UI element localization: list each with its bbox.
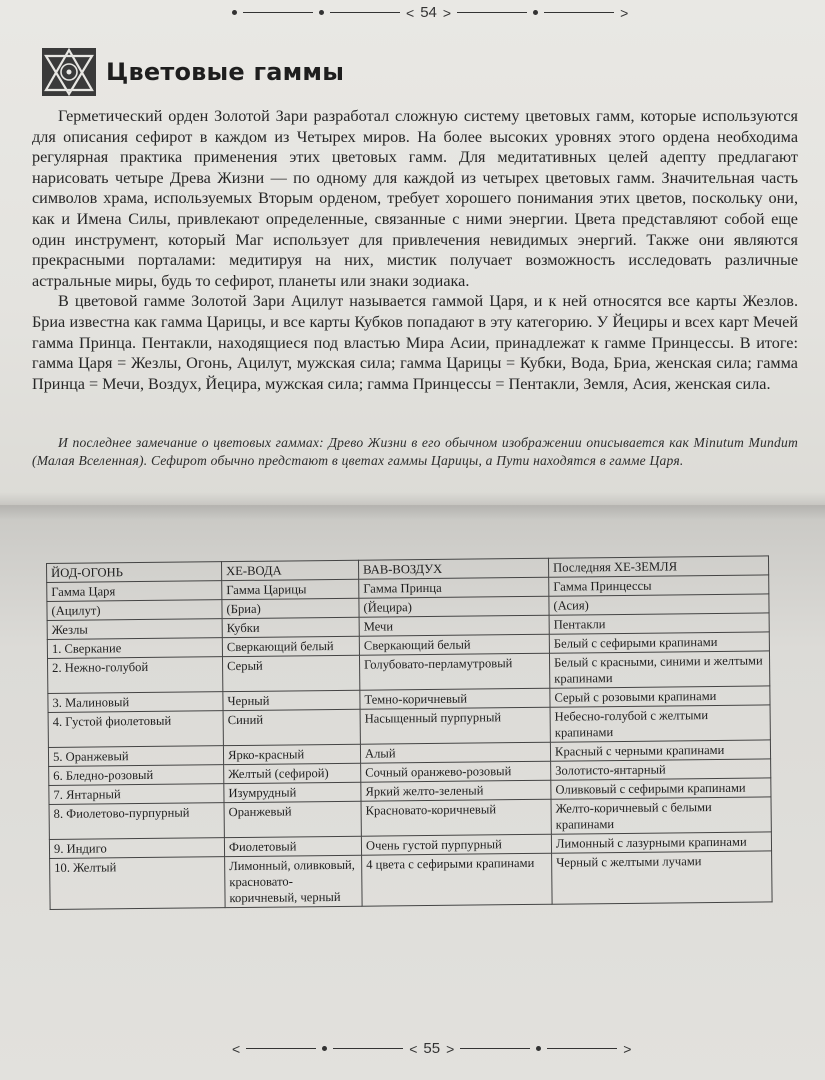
table-cell: Гамма Принца (359, 577, 549, 598)
ornament-line (544, 12, 614, 13)
table-cell: Мечи (359, 615, 549, 636)
page-number-label: 54 (420, 4, 437, 21)
ornament-arrow-right-icon: > (623, 1040, 632, 1057)
table-cell: Золотисто-янтарный (551, 759, 771, 780)
table-cell: (Бриа) (222, 598, 359, 618)
page-number-bottom (232, 1040, 631, 1057)
color-scales-table-wrapper (46, 559, 768, 910)
table-cell: (Ацилут) (47, 600, 222, 621)
ornament-line (547, 1048, 617, 1049)
table-cell: 3. Малиновый (48, 692, 223, 713)
table-cell: Голубовато-перламутровый (359, 653, 549, 690)
table-cell: Желтый (сефирой) (224, 763, 361, 783)
ornament-dot-icon (232, 10, 237, 15)
table-cell: Черный с желтыми лучами (552, 851, 773, 904)
ornament-dot-icon (322, 1046, 327, 1051)
paragraph: В цветовой гамме Золотой Зари Ацилут называется гаммой Царя, и к ней относятся все карты Жезлов. Бриа известна как гамма Царицы, и все карты Кубков попадают в эту категорию. У Йециры и всех карт Мечей гамма Принца. Пентакли, находящиеся под властью Мира Асии, принадлежат к гамме Принцессы. В итоге: гамма Царя = Жезлы, Огонь, Ацилут, мужская сила; гамма Царицы = Кубки, Вода, Бриа, женская сила; гамма Принца = Мечи, Воздух, Йецира, мужская сила; гамма Принцессы = Пентакли, Земля, Асия, женская сила. (32, 292, 798, 393)
table-cell: Серый (222, 655, 359, 691)
table-cell: 4 цвета с сефирыми крапинами (362, 853, 553, 906)
table-cell: Лимонный, оливковый, красновато-коричневый, черный (225, 855, 363, 907)
table-cell: Небесно-голубой с желтыми крапинами (550, 705, 770, 742)
ornament-arrow-left-icon: < (232, 1040, 241, 1057)
paragraph: Герметический орден Золотой Зари разработал сложную систему цветовых гамм, которые используются для описания сефирот в каждом из Четырех миров. На более высоких уровнях этого ордена необходима регулярная практика применения этих цветовых гамм. Для медитативных целей адепту предлагают нарисовать четыре Древа Жизни — по одному для каждой из четырех цветовых гамм. Значительная часть символов храма, используемых Вторым орденом, требует хорошего понимания этих цветов, поскольку они, как и Имена Силы, привлекают определенные, связанные с ними энергии. Цвета представляют собой еще один инструмент, который Маг использует для привлечения невидимых энергий. Также они являются прекрасными порталами: медитируя на них, мистик получает возможность исследовать различные астральные миры, будь то сефирот, планеты или знаки зодиака. (32, 107, 798, 290)
table-cell: Сверкающий белый (359, 634, 549, 655)
table-cell: Очень густой пурпурный (361, 834, 551, 855)
table-cell: Гамма Царя (47, 581, 222, 602)
table-cell: 6. Бледно-розовый (49, 765, 224, 786)
table-cell: Гамма Царицы (222, 579, 359, 599)
section-heading (38, 44, 344, 100)
note-paragraph: И последнее замечание о цветовых гаммах: Древо Жизни в его обычном изображении описывается как Minutum Mundum (Малая Вселенная). Сефирот обычно предстают в цветах гаммы Царицы, а Пути находятся в гамме Царя. (32, 435, 798, 468)
ornament-arrow-right-icon: > (442, 4, 452, 21)
table-cell: Желто-коричневый с белыми крапинами (551, 797, 771, 834)
main-text (32, 106, 798, 394)
table-cell: Белый с сефирыми крапинами (549, 632, 769, 653)
table-cell: Насыщенный пурпурный (360, 707, 550, 744)
table-cell: 9. Индиго (49, 838, 224, 859)
ornament-line (333, 1048, 403, 1049)
ornament-dot-icon (536, 1046, 541, 1051)
table-cell: Пентакли (549, 613, 769, 634)
table-cell: Черный (223, 690, 360, 710)
table-cell: Синий (223, 709, 360, 745)
table-row (50, 851, 772, 910)
table-cell: Белый с красными, синими и желтыми крапинами (549, 651, 769, 688)
page-number-top (232, 4, 628, 21)
color-scales-table (46, 555, 773, 910)
ornament-arrow-right-icon: > (620, 4, 629, 21)
table-cell: Кубки (222, 617, 359, 637)
table-cell: Серый с розовыми крапинами (550, 686, 770, 707)
table-cell: 5. Оранжевый (48, 746, 223, 767)
table-cell: Последняя ХЕ-ЗЕМЛЯ (548, 556, 768, 577)
table-cell: Алый (360, 742, 550, 763)
table-cell: Оранжевый (224, 801, 361, 837)
table-cell: Лимонный с лазурными крапинами (551, 832, 771, 853)
ornament-dot-icon (319, 10, 324, 15)
table-cell: Фиолетовый (224, 836, 361, 856)
table-cell: (Асия) (549, 594, 769, 615)
table-cell: 2. Нежно-голубой (48, 657, 223, 694)
table-cell: Оливковый с сефирыми крапинами (551, 778, 771, 799)
table-cell: ЙОД-ОГОНЬ (47, 562, 222, 583)
ornament-arrow-left-icon: < (409, 1040, 418, 1057)
table-cell: 8. Фиолетово-пурпурный (49, 803, 224, 840)
page-number-label: 55 (423, 1040, 441, 1057)
table-cell: 7. Янтарный (49, 784, 224, 805)
ornament-line (460, 1048, 530, 1049)
table-cell: Сочный оранжево-розовый (361, 761, 551, 782)
page-fold-shadow (0, 492, 825, 520)
table-cell: Жезлы (47, 619, 222, 640)
ornament-line (457, 12, 527, 13)
table-cell: ХЕ-ВОДА (221, 560, 358, 580)
ornament-arrow-left-icon: < (406, 4, 415, 21)
ornament-dot-icon (533, 10, 538, 15)
table-cell: 10. Желтый (50, 857, 226, 910)
table-cell: Яркий желто-зеленый (361, 780, 551, 801)
ornament-line (246, 1048, 316, 1049)
table-cell: Красный с черными крапинами (550, 740, 770, 761)
final-note (32, 434, 798, 470)
table-cell: Изумрудный (224, 782, 361, 802)
table-cell: Сверкающий белый (222, 636, 359, 656)
table-cell: ВАВ-ВОЗДУХ (358, 558, 548, 579)
ornament-line (330, 12, 400, 13)
ornament-arrow-right-icon: > (446, 1040, 455, 1057)
hexagram-emblem-icon (38, 44, 100, 100)
table-cell: Ярко-красный (223, 744, 360, 764)
table-cell: (Йецира) (359, 596, 549, 617)
ornament-line (243, 12, 313, 13)
section-title: Цветовые гаммы (106, 58, 345, 86)
table-cell: Гамма Принцессы (549, 575, 769, 596)
table-cell: 1. Сверкание (47, 638, 222, 659)
table-cell: Темно-коричневый (360, 688, 550, 709)
table-cell: 4. Густой фиолетовый (48, 711, 223, 748)
table-cell: Красновато-коричневый (361, 799, 551, 836)
